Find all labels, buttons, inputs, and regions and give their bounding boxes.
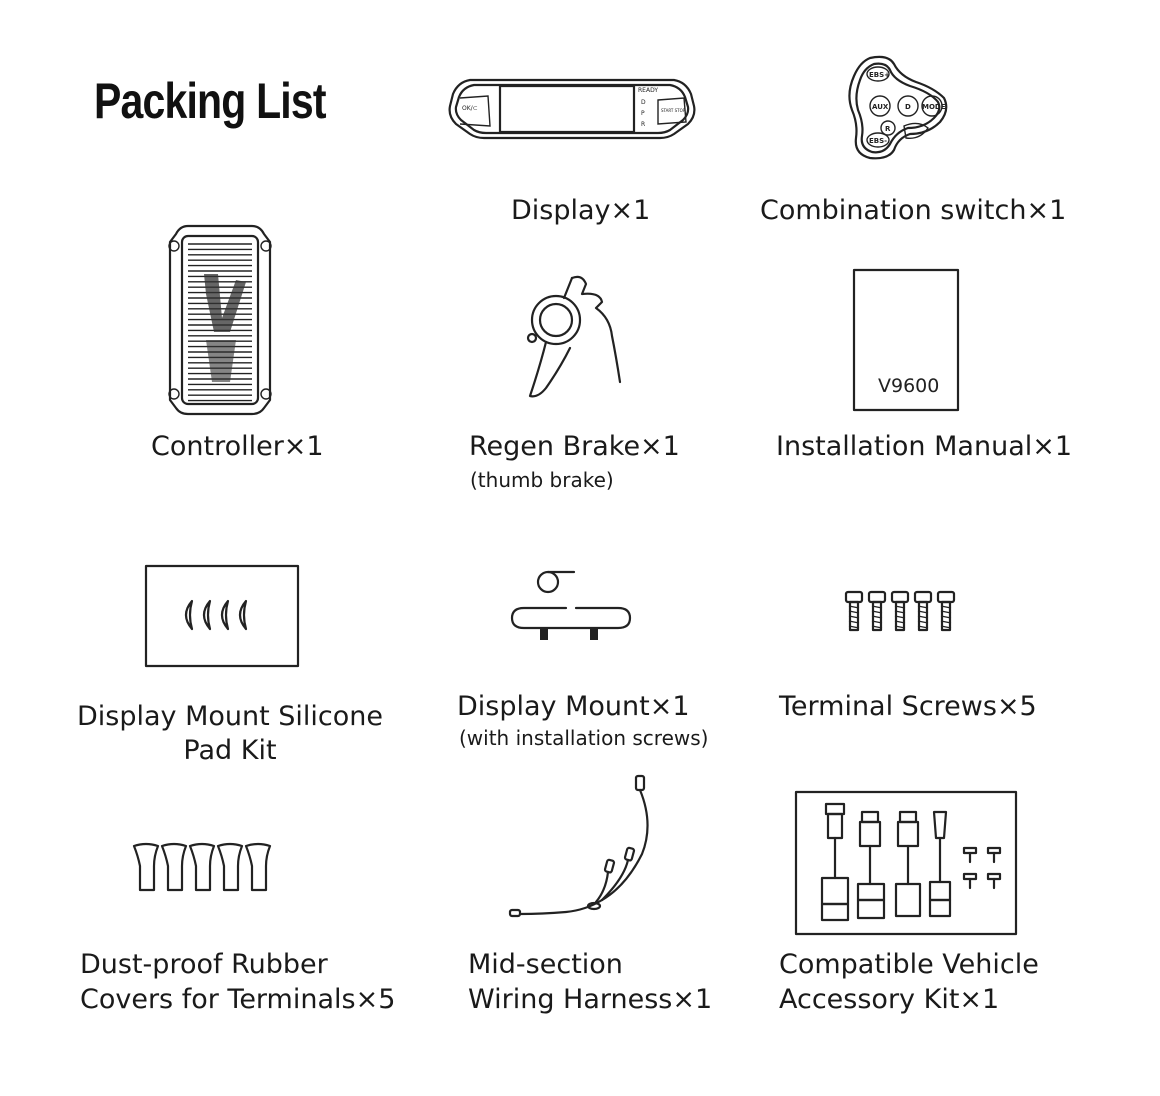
accessory-kit-label-line2: Accessory Kit×1 [779, 984, 1000, 1015]
page-title: Packing List [94, 73, 326, 129]
rubber-cover [134, 844, 158, 890]
combination-switch-label: Combination switch×1 [760, 195, 1067, 226]
silicone-pad-kit-illustration [144, 564, 300, 668]
wiring-harness-label-line2: Wiring Harness×1 [468, 984, 713, 1015]
display-d-text: D [641, 99, 646, 106]
regen-brake-label: Regen Brake×1 [469, 431, 680, 462]
rubber-cover [218, 844, 242, 890]
installation-manual-label: Installation Manual×1 [776, 431, 1073, 462]
display-start-stop-text: START STOP [661, 108, 686, 113]
screw-head [846, 592, 862, 602]
rubber-cover [162, 844, 186, 890]
installation-manual-illustration [852, 268, 962, 414]
controller-label: Controller×1 [151, 431, 324, 462]
terminal-screws-label: Terminal Screws×5 [779, 691, 1037, 722]
rubber-cover [246, 844, 270, 890]
display-mount-sublabel: (with installation screws) [459, 726, 709, 750]
switch-mode-text: MODE [922, 103, 946, 111]
switch-d-text: D [905, 103, 911, 111]
screw-head [915, 592, 931, 602]
display-r-text: R [641, 121, 646, 128]
display-mount-illustration [510, 566, 634, 646]
wiring-harness-label-line1: Mid-section [468, 949, 623, 980]
display-ready-text: READY [638, 87, 659, 94]
switch-ebs-minus-text: EBS- [869, 137, 888, 145]
rubber-covers-label-line2: Covers for Terminals×5 [80, 984, 396, 1015]
display-mount-label: Display Mount×1 [457, 691, 690, 722]
display-label: Display×1 [511, 195, 651, 226]
silicone-pad-kit-label-line2: Pad Kit [183, 735, 277, 766]
combination-switch-illustration [848, 54, 948, 162]
wiring-harness-illustration [506, 774, 656, 924]
screw-head [869, 592, 885, 602]
accessory-kit-label-line1: Compatible Vehicle [779, 949, 1039, 980]
terminal-screws-illustration [842, 590, 960, 634]
rubber-covers-label-line1: Dust-proof Rubber [80, 949, 328, 980]
rubber-cover [190, 844, 214, 890]
controller-illustration [160, 222, 280, 418]
silicone-pad-kit-label-line1: Display Mount Silicone [76, 701, 384, 732]
regen-brake-sublabel: (thumb brake) [470, 468, 614, 492]
switch-ebs-plus-text: EBS+ [869, 71, 891, 79]
switch-r-text: R [885, 125, 891, 133]
display-p-text: P [641, 110, 645, 117]
display-illustration [448, 76, 698, 142]
accessory-kit-illustration [794, 790, 1020, 938]
screw-head [938, 592, 954, 602]
screw-head [892, 592, 908, 602]
manual-cover-text: V9600 [878, 375, 940, 397]
regen-brake-illustration [516, 272, 628, 404]
display-left-text-ok: OK/⊂ [462, 105, 478, 112]
switch-aux-text: AUX [872, 103, 889, 111]
rubber-covers-illustration [132, 842, 278, 896]
